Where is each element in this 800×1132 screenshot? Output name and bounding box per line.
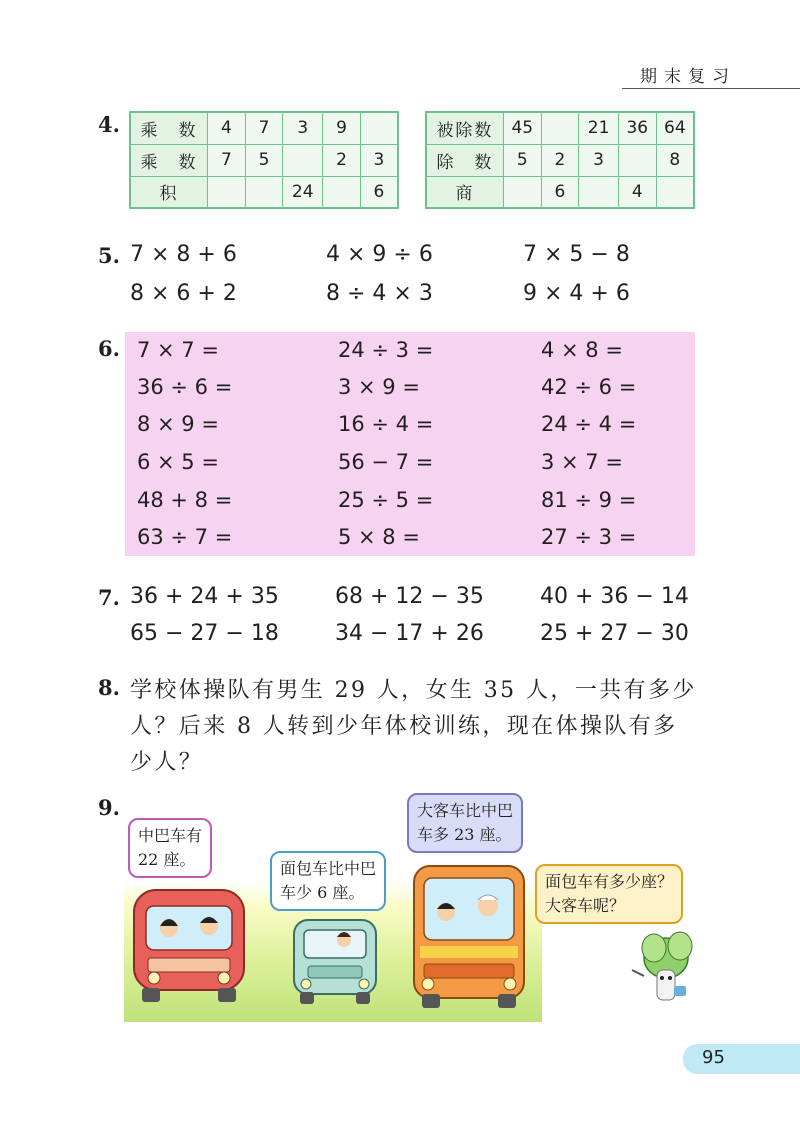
oral-item: 3 × 7 =	[541, 450, 623, 474]
page-number-tab	[683, 1044, 800, 1074]
table-cell: 2	[323, 144, 361, 176]
expression: 65 − 27 − 18	[130, 621, 279, 646]
oral-item: 42 ÷ 6 =	[541, 375, 637, 399]
expression: 34 − 17 + 26	[335, 621, 484, 646]
bubble-line: 面包车比中巴	[280, 859, 377, 878]
table-cell: 5	[245, 144, 283, 176]
mascot-illustration	[632, 932, 692, 1000]
expression: 4 × 9 ÷ 6	[326, 242, 433, 267]
expression: 36 + 24 + 35	[130, 584, 279, 609]
expression: 40 + 36 − 14	[540, 584, 689, 609]
table-row	[426, 144, 694, 176]
speech-bubble-van	[270, 851, 386, 911]
division-table	[425, 111, 695, 209]
oral-item: 4 × 8 =	[541, 338, 623, 362]
table-cell: 4	[618, 176, 656, 208]
table-row	[426, 176, 694, 208]
table-cell	[323, 176, 361, 208]
bubble-line: 车少 6 座。	[280, 883, 365, 902]
table-row	[130, 144, 398, 176]
q7-number: 7.	[98, 585, 120, 610]
word-problem-line: 人？后来 8 人转到少年体校训练，现在体操队有多	[130, 714, 678, 739]
table-cell: 5	[503, 144, 541, 176]
table-cell	[541, 112, 579, 144]
table-cell: 4	[208, 112, 246, 144]
table-cell	[360, 112, 398, 144]
table-cell	[618, 144, 656, 176]
table-cell: 3	[579, 144, 619, 176]
table-cell: 6	[360, 176, 398, 208]
table-cell: 45	[503, 112, 541, 144]
q4-number: 4.	[98, 112, 120, 137]
oral-item: 24 ÷ 3 =	[338, 338, 434, 362]
expression: 8 ÷ 4 × 3	[326, 281, 433, 306]
row-label: 乘 数	[130, 144, 208, 176]
q5-number: 5.	[98, 243, 120, 268]
table-cell: 7	[245, 112, 283, 144]
expression: 7 × 5 − 8	[523, 242, 630, 267]
oral-item: 5 × 8 =	[338, 525, 420, 549]
q6-number: 6.	[98, 336, 120, 361]
page-number: 95	[702, 1047, 725, 1068]
row-label: 商	[426, 176, 503, 208]
speech-bubble-question	[535, 864, 683, 924]
bubble-line: 面包车有多少座？	[545, 872, 674, 891]
page-header-title: 期末复习	[640, 67, 736, 87]
bubble-line: 大客车呢？	[545, 896, 626, 915]
table-row	[130, 112, 398, 144]
row-label: 除 数	[426, 144, 503, 176]
oral-item: 36 ÷ 6 =	[137, 375, 233, 399]
oral-item: 27 ÷ 3 =	[541, 525, 637, 549]
table-cell: 2	[541, 144, 579, 176]
table-cell: 64	[656, 112, 694, 144]
table-cell: 3	[283, 112, 323, 144]
expression: 8 × 6 + 2	[130, 281, 237, 306]
q8-number: 8.	[98, 675, 120, 700]
table-cell	[656, 176, 694, 208]
bubble-line: 车多 23 座。	[417, 825, 512, 844]
table-cell: 6	[541, 176, 579, 208]
bubble-line: 大客车比中巴	[417, 801, 514, 820]
speech-bubble-minibus	[128, 818, 212, 878]
oral-item: 48 + 8 =	[137, 488, 233, 512]
table-cell	[245, 176, 283, 208]
oral-item: 16 ÷ 4 =	[338, 412, 434, 436]
oral-item: 8 × 9 =	[137, 412, 219, 436]
oral-item: 81 ÷ 9 =	[541, 488, 637, 512]
bubble-line: 22 座。	[138, 850, 196, 869]
bus-illustration	[414, 866, 524, 1008]
word-problem-line: 少人？	[130, 750, 204, 775]
table-cell: 3	[360, 144, 398, 176]
oral-arithmetic-panel	[125, 332, 695, 556]
oral-item: 6 × 5 =	[137, 450, 219, 474]
multiplication-table	[129, 111, 399, 209]
table-cell: 9	[323, 112, 361, 144]
oral-item: 63 ÷ 7 =	[137, 525, 233, 549]
table-cell: 8	[656, 144, 694, 176]
oral-item: 24 ÷ 4 =	[541, 412, 637, 436]
expression: 9 × 4 + 6	[523, 281, 630, 306]
table-cell	[579, 176, 619, 208]
expression: 25 + 27 − 30	[540, 621, 689, 646]
table-cell	[283, 144, 323, 176]
oral-item: 56 − 7 =	[338, 450, 434, 474]
row-label: 被除数	[426, 112, 503, 144]
expression: 7 × 8 + 6	[130, 242, 237, 267]
q9-number: 9.	[98, 795, 120, 820]
oral-item: 25 ÷ 5 =	[338, 488, 434, 512]
oral-item: 7 × 7 =	[137, 338, 219, 362]
table-cell	[208, 176, 246, 208]
row-label: 积	[130, 176, 208, 208]
table-row	[426, 112, 694, 144]
expression: 68 + 12 − 35	[335, 584, 484, 609]
bubble-line: 中巴车有	[138, 826, 203, 845]
van-illustration	[294, 920, 376, 1004]
word-problem-line: 学校体操队有男生 29 人，女生 35 人，一共有多少	[130, 678, 697, 703]
table-cell	[503, 176, 541, 208]
oral-item: 3 × 9 =	[338, 375, 420, 399]
speech-bubble-bus	[407, 793, 523, 853]
table-cell: 36	[618, 112, 656, 144]
table-cell: 24	[283, 176, 323, 208]
table-row	[130, 176, 398, 208]
row-label: 乘 数	[130, 112, 208, 144]
table-cell: 7	[208, 144, 246, 176]
table-cell: 21	[579, 112, 619, 144]
minibus-illustration	[134, 890, 244, 1002]
header-rule	[622, 88, 800, 89]
